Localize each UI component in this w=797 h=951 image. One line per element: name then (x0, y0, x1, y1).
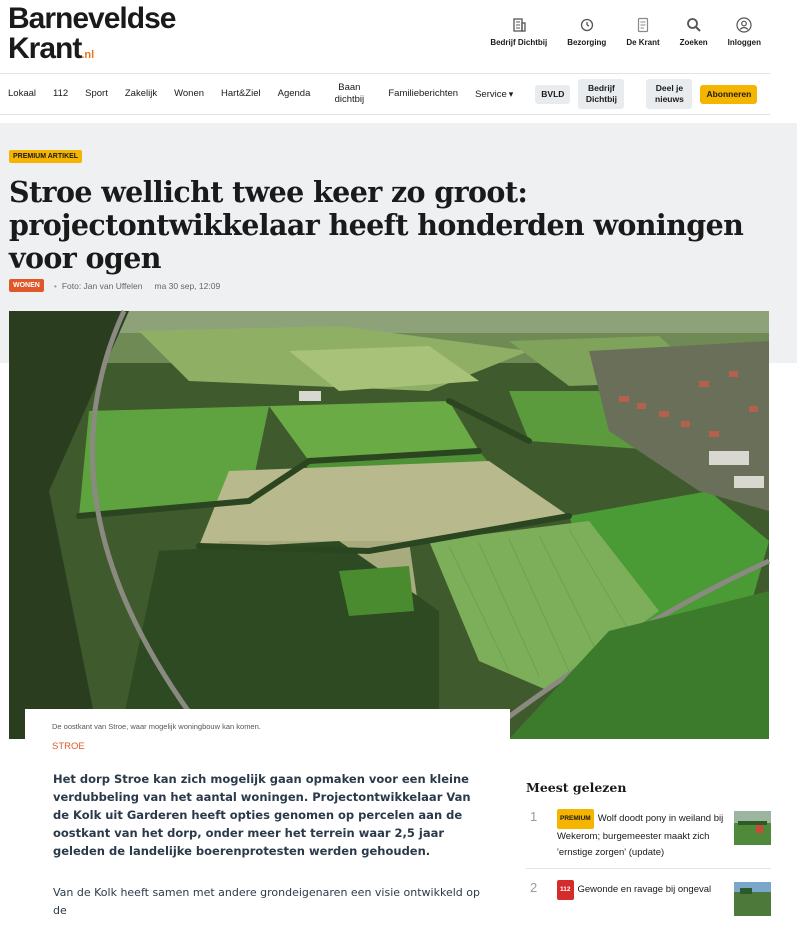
site-header (0, 0, 797, 72)
nav-item-baan-dichtbij[interactable]: Baan dichtbij (334, 82, 365, 105)
most-read-headline-text: Wolf doodt pony in weiland bij Wekerom; burgemeester maakt zich 'ernstige zorgen' (update) (557, 813, 724, 858)
deel-je-nieuws-button[interactable]: Deel je nieuws (646, 79, 692, 109)
site-logo[interactable] (8, 4, 175, 70)
photo-credit: Foto: Jan van Uffelen (61, 280, 143, 291)
publish-date: ma 30 sep, 12:09 (154, 280, 221, 291)
112-badge: 112 (557, 880, 574, 900)
bedrijf-dichtbij-nav-button[interactable]: Bedrijf Dichtbij (578, 79, 624, 109)
bezorging-label: Bezorging (567, 38, 607, 47)
article-intro: Het dorp Stroe kan zich mogelijk gaan opmaken voor een kleine verdubbeling van het aantal woningen. Projectontwikkelaar Van de Kolk uit Garderen heeft opties genomen op percelen aan de oostkant van het dorp, onder meer het terrein waar 2,5 jaar geleden de landelijke boerenprotesten werden gehouden. (53, 772, 471, 858)
most-read-thumbnail[interactable] (734, 811, 771, 845)
nav-item-lokaal[interactable]: Lokaal (8, 88, 36, 99)
pony-field-thumbnail (734, 811, 771, 845)
photo-caption: De oostkant van Stroe, waar mogelijk woningbouw kan komen. (52, 722, 261, 731)
premium-badge: PREMIUM (557, 809, 594, 829)
accident-thumbnail (734, 882, 771, 916)
nav-item-112[interactable]: 112 (53, 88, 69, 99)
photo-caption-box (25, 709, 510, 762)
most-read-item[interactable] (526, 809, 771, 869)
most-read-title: Meest gelezen (526, 780, 627, 795)
de-krant-button[interactable] (616, 16, 669, 47)
logo-line-1: Barneveldse (8, 2, 176, 35)
bezorging-button[interactable] (557, 16, 616, 47)
article-meta (9, 279, 220, 292)
logo-suffix: .nl (81, 49, 95, 61)
bvld-button[interactable]: BVLD (535, 85, 570, 104)
user-icon (735, 16, 753, 34)
main-navigation (0, 73, 770, 115)
location-kicker[interactable]: STROE (52, 741, 85, 752)
most-read-item[interactable] (526, 880, 771, 940)
nav-item-zakelijk[interactable]: Zakelijk (124, 88, 158, 99)
nav-item-agenda[interactable]: Agenda (277, 88, 311, 99)
article-title: Stroe wellicht twee keer zo groot: projectontwikkelaar heeft honderden woningen voor ogen (9, 175, 744, 275)
search-icon (685, 16, 703, 34)
nav-item-familieberichten[interactable]: Familieberichten (388, 88, 459, 99)
zoeken-label: Zoeken (679, 38, 708, 47)
abonneren-button[interactable]: Abonneren (700, 85, 757, 104)
inloggen-label: Inloggen (727, 38, 761, 47)
bedrijf-dichtbij-button[interactable] (480, 16, 557, 47)
most-read-headline[interactable] (557, 809, 725, 861)
de-krant-label: De Krant (626, 38, 660, 47)
logo-line-2: Krant.nl (8, 32, 95, 65)
premium-article-badge: PREMIUM ARTIKEL (9, 150, 82, 163)
most-read-headline[interactable] (557, 880, 725, 900)
category-tag[interactable]: WONEN (9, 279, 44, 292)
zoeken-button[interactable] (670, 16, 718, 47)
building-icon (510, 16, 528, 34)
most-read-headline-text: Gewonde en ravage bij ongeval (577, 884, 712, 895)
nav-item-wonen[interactable]: Wonen (174, 88, 205, 99)
most-read-rank: 1 (530, 809, 538, 824)
newspaper-icon (634, 16, 652, 34)
article-hero-photo (9, 311, 769, 739)
article-body: Van de Kolk heeft samen met andere grondeigenaren een visie ontwikkeld op de (53, 886, 480, 917)
most-read-rank: 2 (530, 880, 538, 895)
nav-item-service[interactable]: Service ▾ (475, 88, 513, 101)
most-read-thumbnail[interactable] (734, 882, 771, 916)
bedrijf-dichtbij-label: Bedrijf Dichtbij (490, 38, 548, 47)
header-icon-bar (480, 16, 771, 47)
separator-dot: • (53, 280, 57, 291)
most-read-widget (526, 780, 771, 951)
aerial-landscape-image (9, 311, 769, 739)
nav-item-sport[interactable]: Sport (85, 88, 108, 99)
inloggen-button[interactable] (718, 16, 771, 47)
clock-icon (578, 16, 596, 34)
nav-item-hart-ziel[interactable]: Hart&Ziel (221, 88, 261, 99)
